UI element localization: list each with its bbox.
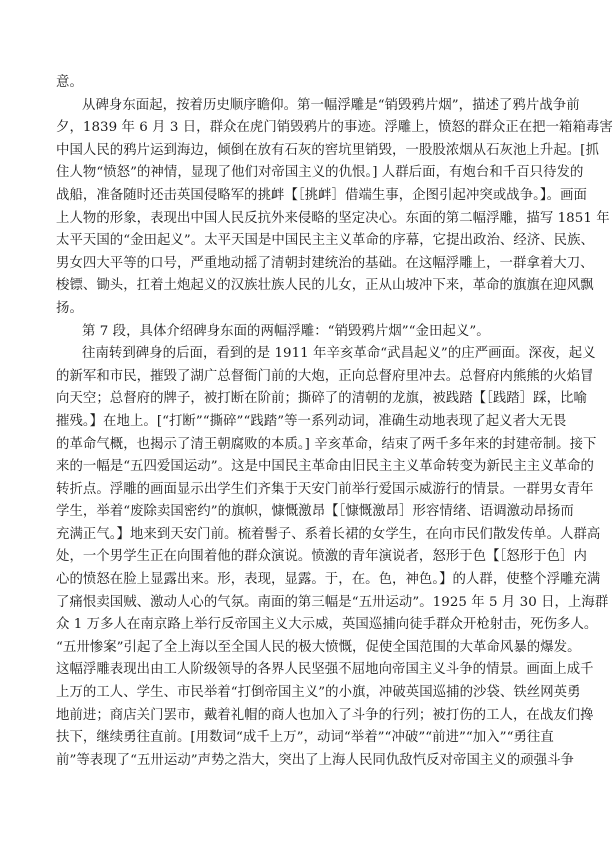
document-page [56, 72, 613, 772]
text-line: 转折点。浮雕的画面显示出学生们齐集于天安门前举行爱国示威游行的情景。一群男女青年 [56, 481, 594, 497]
text-line: 地前进；商店关门罢市，戴着礼帽的商人也加入了斗争的行列；被打伤的工人，在战友们搀 [56, 707, 594, 723]
text-line: 男女四大平等的口号，严重地动摇了清朝封建统治的基础。在这幅浮雕上，一群拿着大刀、 [56, 255, 594, 271]
text-line: 心的愤怒在脸上显露出来。形，表现，显露。于，在。色，神色。】的人群，使整个浮雕充满 [56, 572, 601, 588]
text-line: 众 1 万多人在南京路上举行反帝国主义大示威，英国巡捕向徒手群众开枪射击，死伤多人。 [56, 617, 598, 633]
text-line: 处，一个男学生正在向围着他的群众演说。愤激的青年演说者，怒形于色【［怒形于色］内 [56, 549, 587, 565]
text-line: 太平天国的“金田起义”。太平天国是中国民主主义革命的序幕，它提出政治、经济、民族、 [56, 233, 594, 249]
text-line: 扶下，继续勇往直前。[用数词“成千上万”，动词“举着”“冲破”“前进”“加入”“勇往直 [56, 730, 554, 746]
text-line: 的新军和市民，摧毁了湖广总督衙门前的大炮，正向总督府里冲去。总督府内熊熊的火焰冒 [56, 368, 594, 384]
text-line: 梭镖、锄头，扛着土炮起义的汉族壮族人民的儿女，正从山坡冲下来，革命的旗旗在迎风飘 [56, 278, 594, 294]
text-line: 从碑身东面起，按着历史顺序瞻仰。第一幅浮雕是“销毁鸦片烟”，描述了鸦片战争前 [82, 97, 580, 113]
text-line: 意。 [56, 75, 83, 90]
text-line: 扬。 [56, 300, 83, 316]
text-line: 了痛恨卖国贼、激动人心的气氛。南面的第三幅是“五卅运动”。1925 年 5 月 30 日，上海群 [56, 594, 609, 610]
text-line: 中国人民的鸦片运到海边，倾倒在放有石灰的窖坑里销毁，一股股浓烟从石灰池上升起。[抓 [56, 142, 599, 158]
text-line: 夕，1839 年 6 月 3 日，群众在虎门销毁鸦片的事迹。浮雕上，愤怒的群众正在把一箱箱毒害 [56, 120, 613, 136]
text-line: 的革命气概，也揭示了清王朝腐败的本质。] 辛亥革命，结束了两千多年来的封建帝制。接下 [56, 436, 597, 452]
text-line: “五卅惨案”引起了全上海以至全国人民的极大愤慨，促使全国范围的大革命风暴的爆发。 [56, 639, 581, 655]
text-line: 第 7 段，具体介绍碑身东面的两幅浮雕：“销毁鸦片烟”“金田起义”。 [82, 323, 490, 339]
text-line: 来的一幅是“五四爱国运动”。这是中国民主革命由旧民主主义革命转变为新民主主义革命的 [56, 459, 594, 475]
text-line: 前”等表现了“五卅运动”声势之浩大，突出了上海人民同仇敌忾反对帝国主义的顽强斗争 [56, 752, 574, 768]
text-line: 上人物的形象，表现出中国人民反抗外来侵略的坚定决心。东面的第二幅浮雕，描写 1851 年 [56, 210, 610, 226]
text-line: 这幅浮雕表现出由工人阶级领导的各界人民坚强不屈地向帝国主义斗争的情景。画面上成千 [56, 662, 594, 678]
text-line: 往南转到碑身的后面，看到的是 1911 年辛亥革命“武昌起义”的庄严画面。深夜，起义 [82, 346, 596, 362]
text-line: 向天空；总督府的牌子，被打断在阶前；撕碎了的清朝的龙旗，被践踏【［践踏］踩，比喻 [56, 391, 587, 407]
text-line: 上万的工人、学生、市民举着“打倒帝国主义”的小旗，冲破英国巡捕的沙袋、铁丝网英勇 [56, 685, 581, 701]
text-line: 充满正气。】地来到天安门前。梳着髻子、系着长裙的女学生，在向市民们散发传单。人群高 [56, 526, 601, 542]
text-line: 学生，举着“废除卖国密约”的旗帜，慷慨激昂【［慷慨激昂］形容情绪、语调激动昂扬而 [56, 504, 574, 520]
text-line: 住人物“愤怒”的神情，显现了他们对帝国主义的仇恨。] 人群后面，有炮台和千百只待发的 [56, 165, 584, 181]
text-line: 战船，准备随时还击英国侵略军的挑衅【［挑衅］借端生事，企图引起冲突或战争。】。画面 [56, 187, 587, 203]
text-line: 摧残。】在地上。[“打断”“撕碎”“践踏”等一系列动词，准确生动地表现了起义者大无畏 [56, 413, 567, 429]
